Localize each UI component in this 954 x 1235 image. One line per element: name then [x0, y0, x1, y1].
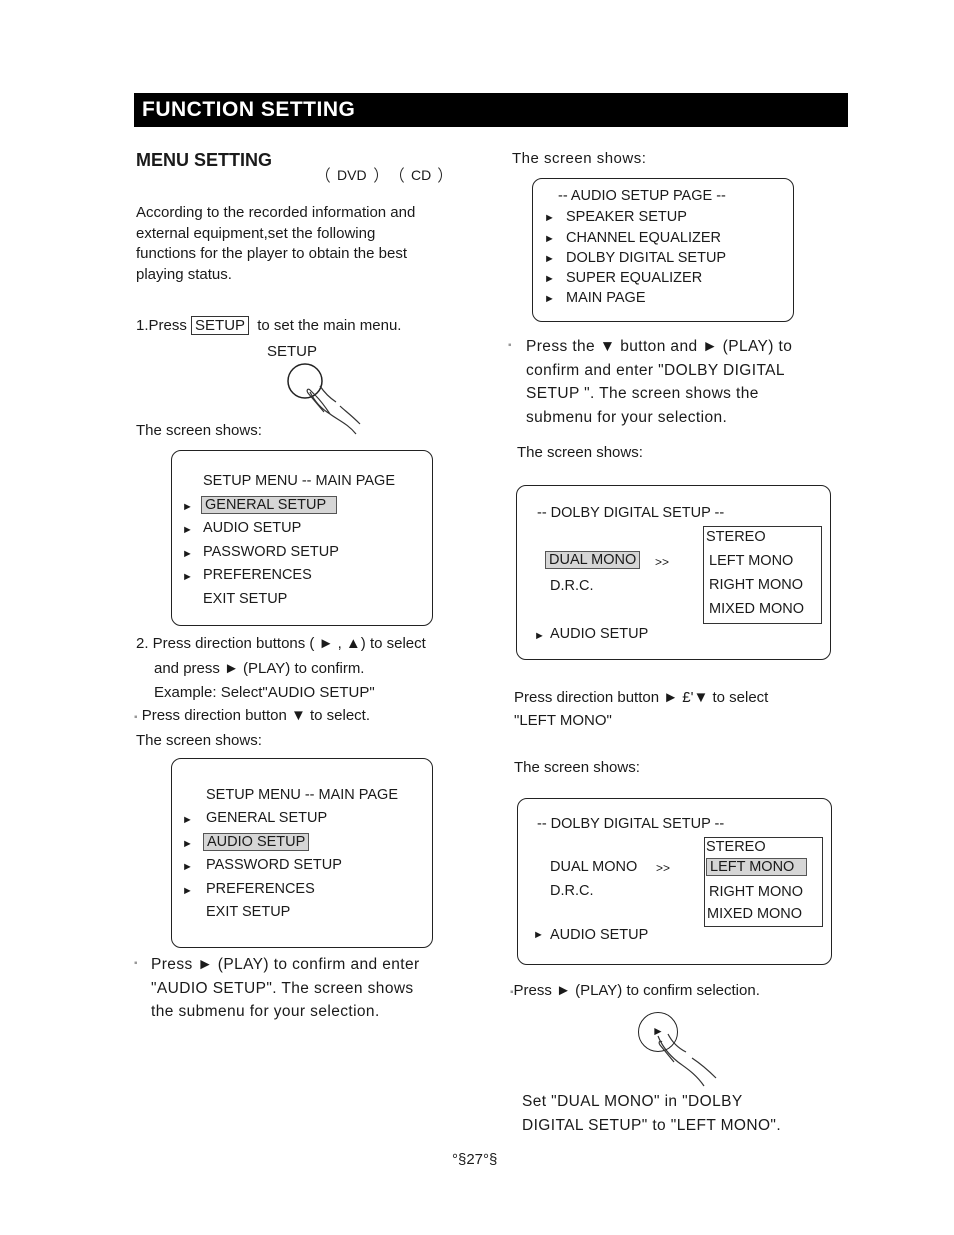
option-stereo: STEREO	[706, 529, 766, 545]
menu-item-exit-setup: EXIT SETUP	[206, 904, 291, 920]
menu-item-preferences: PREFERENCES	[206, 881, 315, 897]
arrow-icon: ►	[182, 838, 193, 850]
menu-item-audio-setup: AUDIO SETUP	[203, 833, 309, 851]
menu-item-speaker-setup: SPEAKER SETUP	[566, 209, 687, 225]
arrow-icon: ►	[544, 273, 555, 285]
setup-button-label: SETUP	[267, 343, 318, 360]
bullet-icon: ▪	[134, 712, 138, 723]
step3-text: Press ► (PLAY) to confirm and enter "AUDIO SETUP". The screen shows the submenu for your selection.	[151, 956, 420, 1020]
menu-item-general-setup: GENERAL SETUP	[206, 810, 328, 826]
menu-title: -- DOLBY DIGITAL SETUP --	[537, 816, 725, 832]
arrow-icon: ►	[182, 814, 193, 826]
dual-mono-item: DUAL MONO	[545, 551, 640, 569]
option-left-mono: LEFT MONO	[706, 858, 807, 876]
menu-item-exit-setup: EXIT SETUP	[203, 591, 288, 607]
arrow-icon: ►	[182, 524, 193, 536]
arrow-icon: ►	[533, 929, 544, 941]
menu-item-preferences: PREFERENCES	[203, 567, 312, 583]
setup-menu-screen-1	[171, 450, 433, 626]
menu-item-general-setup: GENERAL SETUP	[201, 496, 337, 514]
dvd-disc-tag: DVD	[326, 164, 378, 186]
menu-item-password-setup: PASSWORD SETUP	[206, 857, 342, 873]
dual-mono-item: DUAL MONO	[550, 859, 638, 875]
options-list	[703, 526, 822, 624]
arrow-icon: ►	[182, 885, 193, 897]
section-header: FUNCTION SETTING	[134, 93, 848, 127]
step6-text: ▪Press ► (PLAY) to confirm selection.	[510, 982, 760, 999]
dolby-setup-screen-1	[516, 485, 831, 660]
audio-setup-item: AUDIO SETUP	[550, 927, 649, 943]
screen-shows-label-1: The screen shows:	[136, 422, 262, 439]
dolby-setup-screen-2	[517, 798, 832, 965]
menu-item-audio-setup: AUDIO SETUP	[203, 520, 302, 536]
submenu-arrow: >>	[655, 555, 670, 569]
step4-text: Press the ▼ button and ► (PLAY) to confirm and enter "DOLBY DIGITAL SETUP ". The screen shows the submenu for your selection.	[526, 338, 793, 426]
options-list	[704, 837, 823, 927]
screen-shows-label-a: The screen shows:	[512, 150, 647, 167]
hand-press-setup-icon	[280, 362, 370, 442]
step2-bullet: ▪ Press direction button ▼ to select.	[134, 707, 371, 724]
bullet-icon: ▪	[508, 340, 512, 351]
arrow-icon: ►	[544, 212, 555, 224]
arrow-icon: ►	[182, 548, 193, 560]
menu-title: -- DOLBY DIGITAL SETUP --	[537, 505, 725, 521]
step1-text: 1.Press SETUP to set the main menu.	[136, 317, 402, 334]
intro-paragraph: According to the recorded information and external equipment,set the following functions for the player to obtain the best playing status.	[136, 204, 416, 283]
audio-setup-item: AUDIO SETUP	[550, 626, 649, 642]
option-mixed-mono: MIXED MONO	[709, 601, 805, 617]
menu-title: -- AUDIO SETUP PAGE --	[558, 188, 726, 204]
arrow-icon: ►	[544, 233, 555, 245]
menu-title: SETUP MENU -- MAIN PAGE	[206, 787, 399, 803]
hand-press-play-icon	[652, 1032, 722, 1092]
submenu-arrow: >>	[656, 861, 671, 875]
bullet-icon: ▪	[134, 958, 138, 969]
setup-key-label: SETUP	[191, 316, 249, 335]
arrow-icon: ►	[182, 571, 193, 583]
option-right-mono: RIGHT MONO	[709, 577, 803, 593]
section-title: MENU SETTING	[136, 150, 273, 170]
screen-shows-label-2: The screen shows:	[136, 732, 262, 749]
step2-text: 2. Press direction buttons ( ► , ▲) to select and press ► (PLAY) to confirm. Example: Select"AUDIO SETUP"	[136, 635, 426, 701]
menu-item-super-equalizer: SUPER EQUALIZER	[566, 270, 703, 286]
arrow-icon: ►	[182, 861, 193, 873]
arrow-icon: ►	[544, 293, 555, 305]
menu-item-dolby-digital-setup: DOLBY DIGITAL SETUP	[566, 250, 727, 266]
option-stereo: STEREO	[706, 839, 766, 855]
arrow-icon: ►	[182, 501, 193, 513]
option-mixed-mono: MIXED MONO	[707, 906, 803, 922]
menu-item-password-setup: PASSWORD SETUP	[203, 544, 339, 560]
final-note: Set "DUAL MONO" in "DOLBY DIGITAL SETUP" to "LEFT MONO".	[522, 1093, 782, 1134]
menu-item-main-page: MAIN PAGE	[566, 290, 646, 306]
audio-setup-screen	[532, 178, 794, 322]
menu-title: SETUP MENU -- MAIN PAGE	[203, 473, 396, 489]
play-button-icon: ►	[638, 1012, 678, 1052]
option-right-mono: RIGHT MONO	[709, 884, 803, 900]
cd-disc-tag: CD	[400, 164, 442, 186]
menu-item-channel-equalizer: CHANNEL EQUALIZER	[566, 230, 721, 246]
page-number: °§27°§	[452, 1151, 498, 1168]
setup-menu-screen-2	[171, 758, 433, 948]
step5-text: Press direction button ► £'▼ to select "LEFT MONO"	[514, 689, 769, 729]
screen-shows-label-c: The screen shows:	[514, 759, 640, 776]
arrow-icon: ►	[534, 630, 545, 642]
drc-item: D.R.C.	[550, 883, 594, 899]
drc-item: D.R.C.	[550, 578, 594, 594]
arrow-icon: ►	[544, 253, 555, 265]
bullet-icon: ▪	[510, 987, 514, 998]
screen-shows-label-b: The screen shows:	[517, 444, 643, 461]
option-left-mono: LEFT MONO	[709, 553, 794, 569]
